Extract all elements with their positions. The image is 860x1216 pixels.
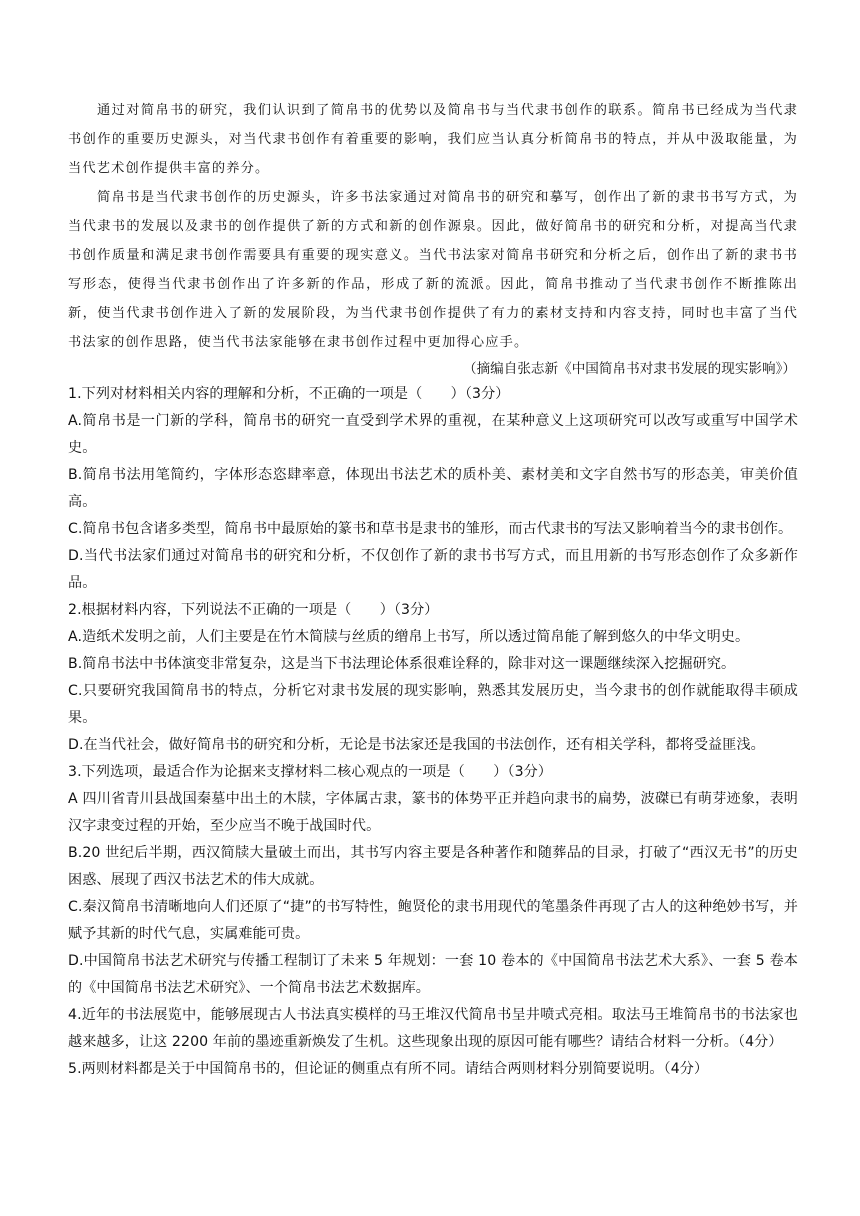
option-a: A.造纸术发明之前，人们主要是在竹木简牍与丝质的缯帛上书写，所以透过简帛能了解到悠久的中华文明史。 xyxy=(68,629,750,645)
option-d: D.当代书法家们通过对简帛书的研究和分析，不仅创作了新的隶书书写方式，而且用新的书写形态创作了众多新作品。 xyxy=(68,548,798,591)
option-b: B.简帛书法中书体演变非常复杂，这是当下书法理论体系很难诠释的，除非对这一课题继续深入挖掘研究。 xyxy=(68,656,736,672)
option-a: A.简帛书是一门新的学科，简帛书的研究一直受到学术界的重视，在某种意义上这项研究可以改写或重写中国学术史。 xyxy=(68,413,798,456)
option-a: A 四川省青川县战国秦墓中出土的木牍，字体属古隶，篆书的体势平正并趋向隶书的扁势，波磔已有萌芽迹象，表明汉字隶变过程的开始，至少应当不晚于战国时代。 xyxy=(68,791,798,834)
question-stem: 2.根据材料内容，下列说法不正确的一项是（ ）（3分） xyxy=(68,602,439,618)
option-b: B.20 世纪后半期，西汉简牍大量破土而出，其书写内容主要是各种著作和随葬品的目录，打破了“西汉无书”的历史困惑、展现了西汉书法艺术的伟大成就。 xyxy=(68,845,798,888)
page-content xyxy=(68,96,798,1083)
question-3 xyxy=(68,759,798,1002)
question-stem: 3.下列选项，最适合作为论据来支撑材料二核心观点的一项是（ ）（3分） xyxy=(68,764,553,780)
reading-passage xyxy=(68,96,798,357)
question-1 xyxy=(68,381,798,597)
option-c: C.只要研究我国简帛书的特点，分析它对隶书发展的现实影响，熟悉其发展历史，当今隶书的创作就能取得丰硕成果。 xyxy=(68,683,798,726)
option-b: B.简帛书法用笔简约，字体形态恣肆率意，体现出书法艺术的质朴美、素材美和文字自然书写的形态美，审美价值高。 xyxy=(68,467,798,510)
option-d: D.在当代社会，做好简帛书的研究和分析，无论是书法家还是我国的书法创作，还有相关学科，都将受益匪浅。 xyxy=(68,737,765,753)
question-5 xyxy=(68,1056,798,1083)
option-c: C.简帛书包含诸多类型，简帛书中最原始的篆书和草书是隶书的雏形，而古代隶书的写法又影响着当今的隶书创作。 xyxy=(68,521,793,537)
passage-source: （摘编自张志新《中国简帛书对隶书发展的现实影响》） xyxy=(462,361,796,377)
question-stem: 4.近年的书法展览中，能够展现古人书法真实模样的马王堆汉代简帛书呈井喷式亮相。取法马王堆简帛书的书法家也越来越多，让这 2200 年前的墨迹重新焕发了生机。这些现象出现的原因可能有哪些？请结合材料一分析。（4分） xyxy=(68,1007,798,1050)
passage-paragraph-1: 通过对简帛书的研究，我们认识到了简帛书的优势以及简帛书与当代隶书创作的联系。简帛书已经成为当代隶书创作的重要历史源头，对当代隶书创作有着重要的影响，我们应当认真分析简帛书的特点，并从中汲取能量，为当代艺术创作提供丰富的养分。 xyxy=(68,103,798,176)
question-stem: 5.两则材料都是关于中国简帛书的，但论证的侧重点有所不同。请结合两则材料分别简要说明。（4分） xyxy=(68,1061,709,1077)
question-stem: 1.下列对材料相关内容的理解和分析，不正确的一项是（ ）（3分） xyxy=(68,386,510,402)
option-d: D.中国简帛书法艺术研究与传播工程制订了未来 5 年规划：一套 10 卷本的《中国简帛书法艺术大系》、一套 5 卷本的《中国简帛书法艺术研究》、一个简帛书法艺术数据库。 xyxy=(68,953,798,996)
question-4 xyxy=(68,1002,798,1056)
question-2 xyxy=(68,597,798,759)
option-c: C.秦汉简帛书清晰地向人们还原了“捷”的书写特性，鲍贤伦的隶书用现代的笔墨条件再现了古人的这种绝妙书写，并赋予其新的时代气息，实属难能可贵。 xyxy=(68,899,798,942)
passage-paragraph-2: 简帛书是当代隶书创作的历史源头，许多书法家通过对简帛书的研究和摹写，创作出了新的隶书书写方式，为当代隶书的发展以及隶书的创作提供了新的方式和新的创作源泉。因此，做好简帛书的研究和分析，对提高当代隶书创作质量和满足隶书创作需要具有重要的现实意义。当代书法家对简帛书研究和分析之后，创作出了新的隶书书写形态，使得当代隶书创作出了许多新的作品，形成了新的流派。因此，简帛书推动了当代隶书创作不断推陈出新，使当代隶书创作进入了新的发展阶段，为当代隶书创作提供了有力的素材支持和内容支持，同时也丰富了当代书法家的创作思路，使当代书法家能够在隶书创作过程中更加得心应手。 xyxy=(68,190,798,350)
